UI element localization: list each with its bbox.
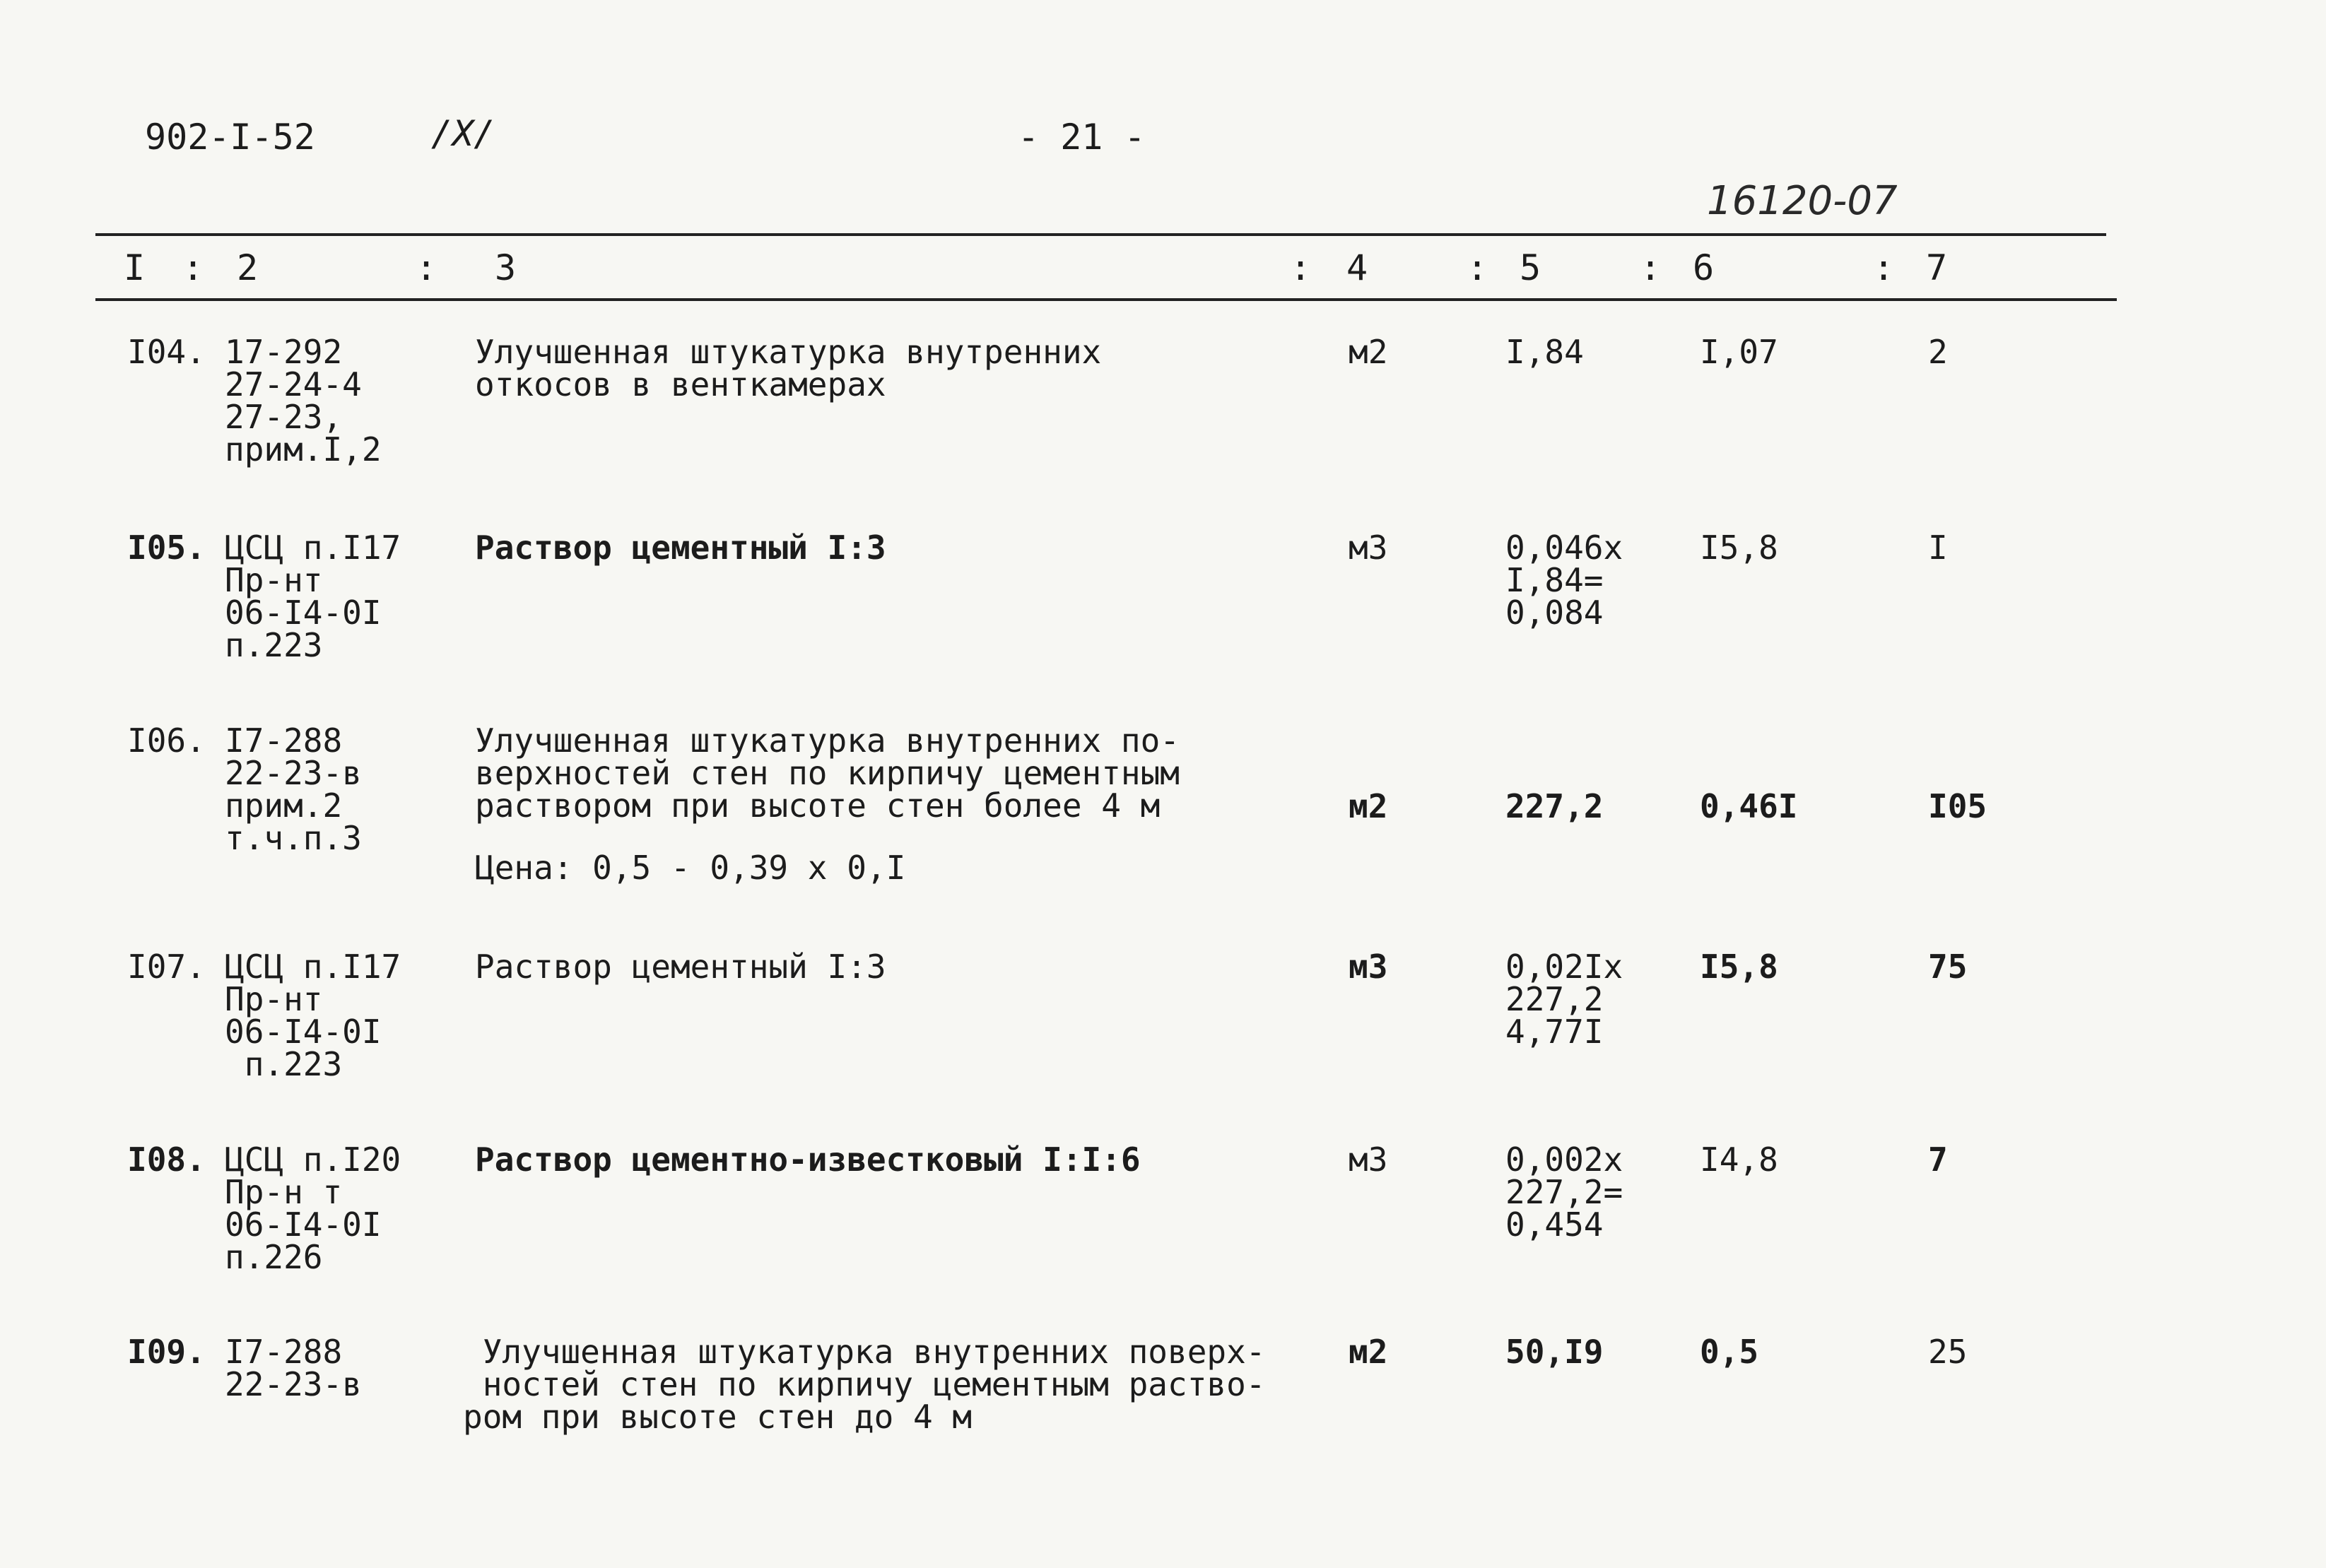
norm-code: I7-288 22-23-в прим.2 т.ч.п.3 xyxy=(225,721,362,857)
row-number: I04. xyxy=(127,333,206,371)
page-number: - 21 - xyxy=(1018,117,1146,158)
table-top-rule xyxy=(95,233,2106,236)
column-number-6: 6 xyxy=(1693,247,1715,288)
table-header-rule xyxy=(95,298,2117,301)
total: 75 xyxy=(1928,948,1968,986)
norm-code: ЦСЦ п.I17 Пр-нт 06-I4-0I п.223 xyxy=(225,529,401,664)
norm-code: I7-288 22-23-в xyxy=(225,1333,362,1403)
norm-value: I,07 xyxy=(1700,333,1778,371)
column-separator: : xyxy=(1467,247,1488,288)
price-formula: Цена: 0,5 - 0,39 х 0,I xyxy=(475,849,906,887)
total: 2 xyxy=(1928,333,1948,371)
work-description: Раствор цементно-известковый I:I:6 xyxy=(475,1140,1141,1179)
column-number-2: 2 xyxy=(237,247,259,288)
norm-value: 0,5 xyxy=(1700,1333,1759,1371)
column-separator: : xyxy=(1873,247,1895,288)
row-number: I05. xyxy=(127,529,206,567)
row-number: I06. xyxy=(127,721,206,760)
work-description: Раствор цементный I:3 xyxy=(475,529,886,567)
quantity: I,84 xyxy=(1505,333,1584,371)
work-description: Раствор цементный I:3 xyxy=(475,948,886,986)
total: 7 xyxy=(1928,1140,1948,1179)
column-number-1: I xyxy=(124,247,146,288)
row-number: I08. xyxy=(127,1140,206,1179)
norm-value: 0,46I xyxy=(1700,787,1798,825)
unit: м2 xyxy=(1349,333,1388,371)
handwritten-reference: 16120-07 xyxy=(1707,178,1898,224)
quantity: 50,I9 xyxy=(1505,1333,1604,1371)
norm-value: I5,8 xyxy=(1700,948,1778,986)
unit: м3 xyxy=(1349,1140,1388,1179)
column-separator: : xyxy=(1290,247,1312,288)
norm-code: 17-292 27-24-4 27-23, прим.I,2 xyxy=(225,333,382,468)
work-description: Улучшенная штукатурка внутренних по- верхностей стен по кирпичу цементным раствором при высоте стен более 4 м xyxy=(475,721,1180,825)
unit: м2 xyxy=(1349,787,1388,825)
unit: м2 xyxy=(1349,1333,1388,1371)
sheet-mark: /X/ xyxy=(431,113,495,154)
column-number-4: 4 xyxy=(1346,247,1368,288)
unit: м3 xyxy=(1349,948,1388,986)
total: 25 xyxy=(1928,1333,1968,1371)
quantity: 0,02Iх 227,2 4,77I xyxy=(1505,948,1623,1051)
quantity: 227,2 xyxy=(1505,787,1604,825)
column-number-5: 5 xyxy=(1520,247,1541,288)
column-separator: : xyxy=(416,247,437,288)
document-code: 902-I-52 xyxy=(145,117,315,158)
total: I xyxy=(1928,529,1948,567)
work-description: Улучшенная штукатурка внутренних откосов в венткамерах xyxy=(475,333,1102,403)
norm-value: I5,8 xyxy=(1700,529,1778,567)
total: I05 xyxy=(1928,787,1987,825)
column-number-3: 3 xyxy=(495,247,517,288)
row-number: I07. xyxy=(127,948,206,986)
column-separator: : xyxy=(182,247,204,288)
work-description: Улучшенная штукатурка внутренних поверх- ностей стен по кирпичу цементным раство- ром при высоте стен до 4 м xyxy=(463,1333,1266,1436)
column-separator: : xyxy=(1640,247,1662,288)
column-number-7: 7 xyxy=(1926,247,1948,288)
row-number: I09. xyxy=(127,1333,206,1371)
quantity: 0,002х 227,2= 0,454 xyxy=(1505,1140,1623,1244)
norm-code: ЦСЦ п.I20 Пр-н т 06-I4-0I п.226 xyxy=(225,1140,401,1276)
unit: м3 xyxy=(1349,529,1388,567)
quantity: 0,046х I,84= 0,084 xyxy=(1505,529,1623,632)
norm-value: I4,8 xyxy=(1700,1140,1778,1179)
norm-code: ЦСЦ п.I17 Пр-нт 06-I4-0I п.223 xyxy=(225,948,401,1083)
